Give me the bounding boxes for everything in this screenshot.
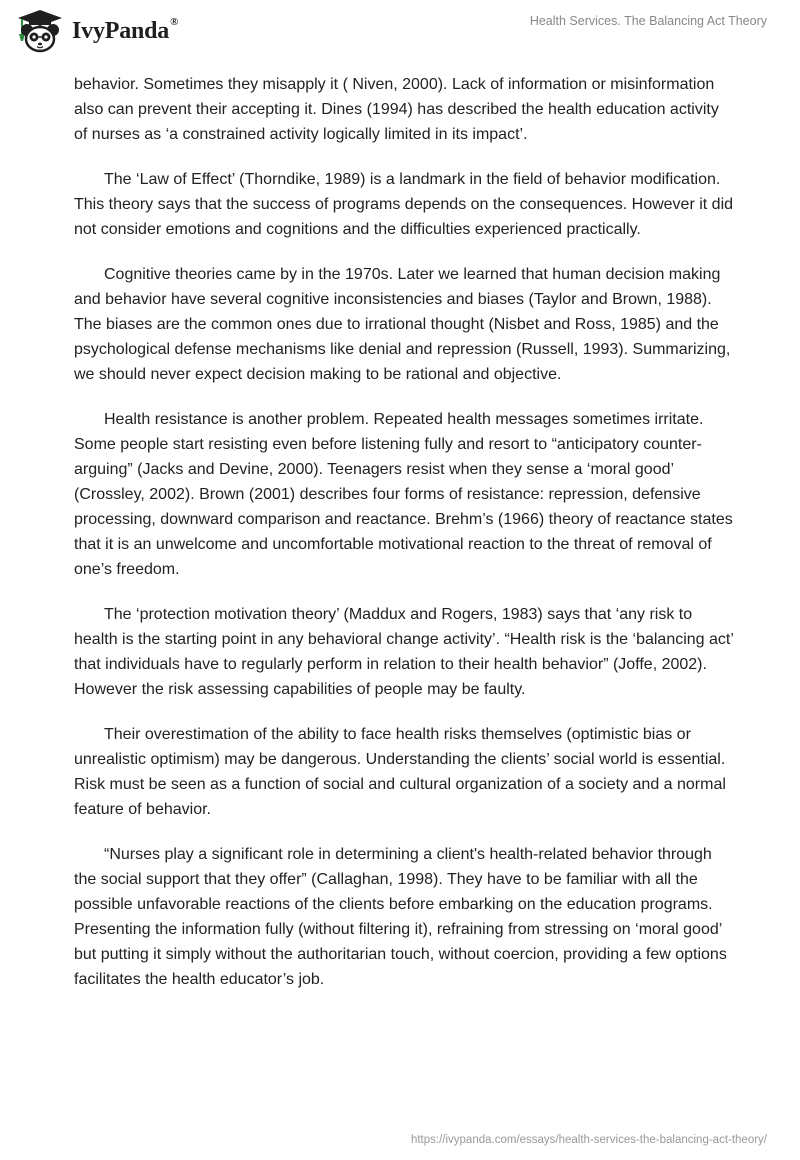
paragraph: Their overestimation of the ability to face health risks themselves (optimistic bias or unrealistic optimism) may be dangerous. Understanding the clients’ social world is essential. Risk must be seen as a function of social and cultural organization of a society and a normal feature of behavior. — [74, 726, 726, 818]
document-title: Health Services. The Balancing Act Theory — [529, 14, 767, 28]
page-header — [0, 0, 800, 62]
registered-mark: ® — [170, 15, 179, 28]
source-url[interactable]: https://ivypanda.com/essays/health-services-the-balancing-act-theory/ — [410, 1134, 767, 1146]
paragraph: Cognitive theories came by in the 1970s. Later we learned that human decision making and behavior have several cognitive inconsistencies and biases (Taylor and Brown, 1988). The biases are the common ones due to irrational thought (Nisbet and Ross, 1985) and the psychological defense mechanisms like denial and repression (Russell, 1993). Summarizing, we should never expect decision making to be rational and objective. — [74, 266, 731, 383]
brand-name: IvyPanda® — [72, 15, 179, 44]
paragraph: The ‘protection motivation theory’ (Maddux and Rogers, 1983) says that ‘any risk to health is the starting point in any behavioral change activity’. “Health risk is the ‘balancing act’ that individuals have to regularly perform in relation to their health behavior” (Joffe, 2002). However the risk assessing capabilities of people may be faulty. — [74, 606, 734, 698]
paragraph: The ‘Law of Effect’ (Thorndike, 1989) is a landmark in the field of behavior modification. This theory says that the success of programs depends on the consequences. However it did not consider emotions and cognitions and the difficulties experienced practically. — [74, 171, 734, 238]
paragraph: behavior. Sometimes they misapply it ( Niven, 2000). Lack of information or misinformation also can prevent their accepting it. Dines (1994) has described the health education activity of nurses as ‘a constrained activity logically limited in its impact’. — [74, 76, 719, 143]
essay-body — [74, 72, 734, 1012]
paragraph: “Nurses play a significant role in determining a client's health-related behavior through the social support that they offer” (Callaghan, 1998). They have to be familiar with all the possible unfavorable reactions of the clients before embarking on the education programs. Presenting the information fully (without filtering it), refraining from stressing on ‘moral good’ but putting it simply without the authoritarian touch, without coercion, providing a few options facilitates the health educator’s job. — [74, 846, 727, 988]
panda-graduate-icon — [14, 8, 66, 54]
paragraph: Health resistance is another problem. Repeated health messages sometimes irritate. Some people start resisting even before listening fully and resort to “anticipatory counter-arguing” (Jacks and Devine, 2000). Teenagers resist when they sense a ‘moral good’ (Crossley, 2002). Brown (2001) describes four forms of resistance: repression, defensive processing, downward comparison and reactance. Brehm’s (1966) theory of reactance states that it is an unwelcome and uncomfortable motivational reaction to the threat of removal of one’s freedom. — [74, 411, 733, 578]
ivypanda-logo[interactable] — [14, 8, 178, 54]
